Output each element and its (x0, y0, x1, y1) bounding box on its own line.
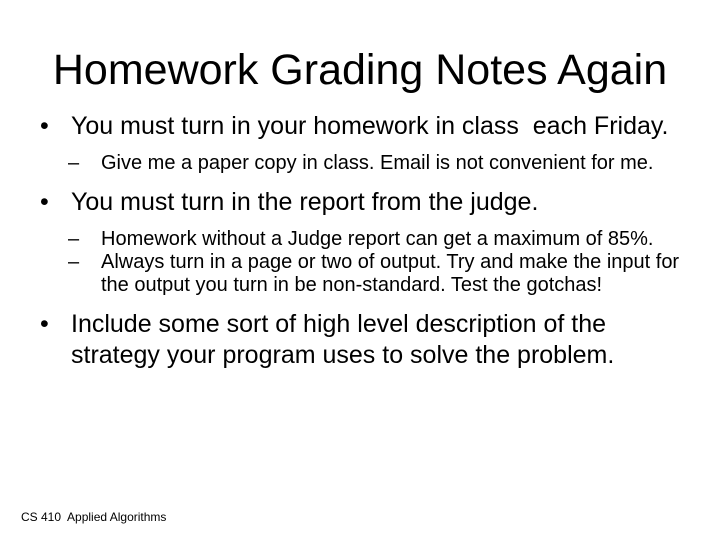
bullet-list (40, 111, 700, 371)
bullet-glyph: • (40, 112, 49, 140)
slide-footer: CS 410 Applied Algorithms (21, 510, 167, 524)
bullet-text: You must turn in the report from the judge. (71, 188, 539, 216)
sub-bullet-item (40, 228, 700, 251)
bullet-item (40, 187, 700, 218)
sub-bullet-glyph: – (68, 228, 80, 250)
bullet-item (40, 111, 700, 142)
sub-bullet-text: Always turn in a page or two of output. Try and make the input for the output you turn in be non-standard. Test the gotchas! (101, 251, 680, 296)
bullet-item (40, 309, 700, 371)
bullet-glyph: • (40, 310, 49, 338)
sub-bullet-item (40, 251, 700, 297)
sub-bullet-text: Give me a paper copy in class. Email is not convenient for me. (101, 152, 654, 174)
sub-bullet-item (40, 152, 700, 175)
bullet-text: You must turn in your homework in class each Friday. (71, 112, 669, 140)
bullet-glyph: • (40, 188, 49, 216)
slide-title: Homework Grading Notes Again (52, 46, 668, 94)
sub-bullet-glyph: – (68, 251, 80, 273)
sub-bullet-text: Homework without a Judge report can get a maximum of 85%. (101, 228, 654, 250)
sub-bullet-glyph: – (68, 152, 80, 174)
bullet-text: Include some sort of high level description of the strategy your program uses to solve the problem. (71, 310, 615, 369)
